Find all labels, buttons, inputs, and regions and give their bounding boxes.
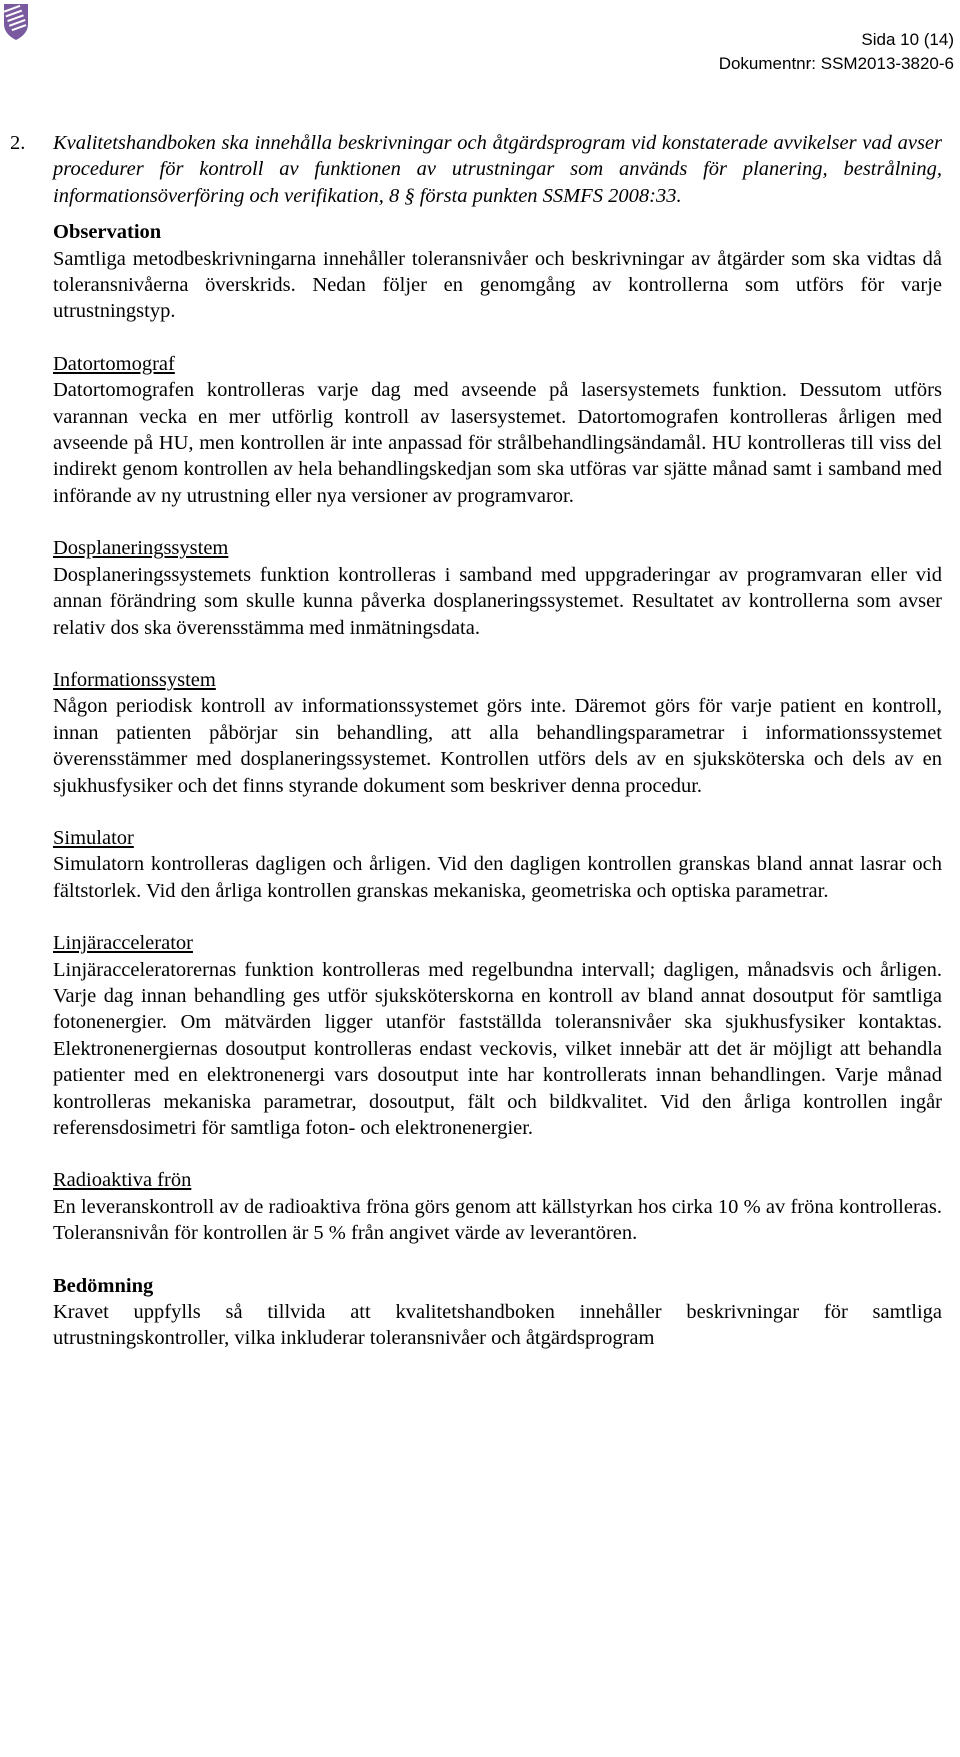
- requirement-text: Kvalitetshandboken ska innehålla beskrivningar och åtgärdsprogram vid konstaterade avvikelser vad avser procedurer för kontroll av funktionen av utrustningar som används för planering, bestrålning, informationsöverföring och verifikation, 8 § första punkten SSMFS 2008:33.: [53, 132, 942, 207]
- observation-text: Samtliga metodbeskrivningarna innehåller toleransnivåer och beskrivningar av åtgärder som ska vidtas då toleransnivåerna överskrids. Nedan följer en genomgång av kontrollerna som utförs för varje utrustningstyp.: [53, 247, 942, 323]
- agency-logo-icon: [2, 2, 32, 42]
- section-text-dosplaneringssystem: Dosplaneringssystemets funktion kontrolleras i samband med uppgraderingar av programvaran eller vid annan förändring som skulle kunna påverka dosplaneringssystemet. Resultatet av kontrollerna som avser relativ dos ska överensstämma med inmätningsdata.: [53, 563, 942, 639]
- section-text-datortomograf: Datortomografen kontrolleras varje dag med avseende på lasersystemets funktion. Dessutom utförs varannan vecka en mer utförlig kontroll av lasersystemet. Datortomografen kontrolleras årligen med avseende på HU, men kontrollen är inte anpassad för strålbehandlingsändamål. HU kontrolleras till viss del indirekt genom kontrollen av hela behandlingskedjan som ska utföras var sjätte månad samt i samband med införande av ny utrustning eller nya versioner av programvaror.: [53, 379, 942, 507]
- page-header: [719, 28, 954, 76]
- section-heading-radioaktiva-fron: Radioaktiva frön: [53, 1169, 192, 1192]
- document-number: Dokumentnr: SSM2013-3820-6: [718, 54, 954, 73]
- page-number: Sida 10 (14): [861, 30, 954, 49]
- section-heading-simulator: Simulator: [53, 826, 134, 849]
- section-heading-informationssystem: Informationssystem: [53, 668, 216, 691]
- section-heading-dosplaneringssystem: Dosplaneringssystem: [53, 537, 229, 560]
- section-text-radioaktiva-fron: En leveranskontroll av de radioaktiva fröna görs genom att källstyrkan hos cirka 10 % av fröna kontrolleras. Toleransnivån för kontrollen är 5 % från angivet värde av leverantören.: [53, 1195, 942, 1245]
- section-heading-datortomograf: Datortomograf: [53, 352, 175, 375]
- requirement-number: 2.: [10, 132, 26, 154]
- observation-heading: Observation: [53, 221, 162, 244]
- document-body: [10, 130, 942, 1352]
- section-text-simulator: Simulatorn kontrolleras dagligen och årligen. Vid den dagligen kontrollen granskas bland annat lasrar och fältstorlek. Vid den årliga kontrollen granskas mekaniska, geometriska och optiska parametrar.: [53, 853, 942, 902]
- section-text-informationssystem: Någon periodisk kontroll av informationssystemet görs inte. Däremot görs för varje patient en kontroll, innan patienten påbörjar sin behandling, att alla behandlingsparametrar i informationssystemet överensstämmer med dosplaneringssystemet. Kontrollen utförs dels av en sjuksköterska och dels av en sjukhusfysiker och det finns styrande dokument som beskriver denna procedur.: [53, 695, 942, 797]
- assessment-heading: Bedömning: [53, 1274, 154, 1297]
- numbered-requirement: [10, 130, 942, 209]
- assessment-text: Kravet uppfylls så tillvida att kvalitetshandboken innehåller beskrivningar för samtliga utrustningskontroller, vilka inkluderar toleransnivåer och åtgärdsprogram: [53, 1301, 942, 1350]
- section-heading-linjaraccelerator: Linjäraccelerator: [53, 932, 193, 955]
- section-text-linjaraccelerator: Linjäracceleratorernas funktion kontrolleras med regelbundna intervall; dagligen, månadsvis och årligen. Varje dag innan behandling ges utför sjuksköterskorna en kontroll av bland annat dosoutput för samtliga fotonenergier. Om mätvärden ligger utanför fastställda toleransnivåer ska sjukhusfysiker kontaktas. Elektronenergiernas dosoutput kontrolleras endast veckovis, vilket innebär att det är möjligt att behandla patienter med en elektronenergi vars dosoutput inte har kontrollerats innan behandlingen. Varje månad kontrolleras mekaniska parametrar, dosoutput, fält och bildkvalitet. Vid den årliga kontrollen ingår referensdosimetri för samtliga foton- och elektronenergier.: [53, 958, 942, 1139]
